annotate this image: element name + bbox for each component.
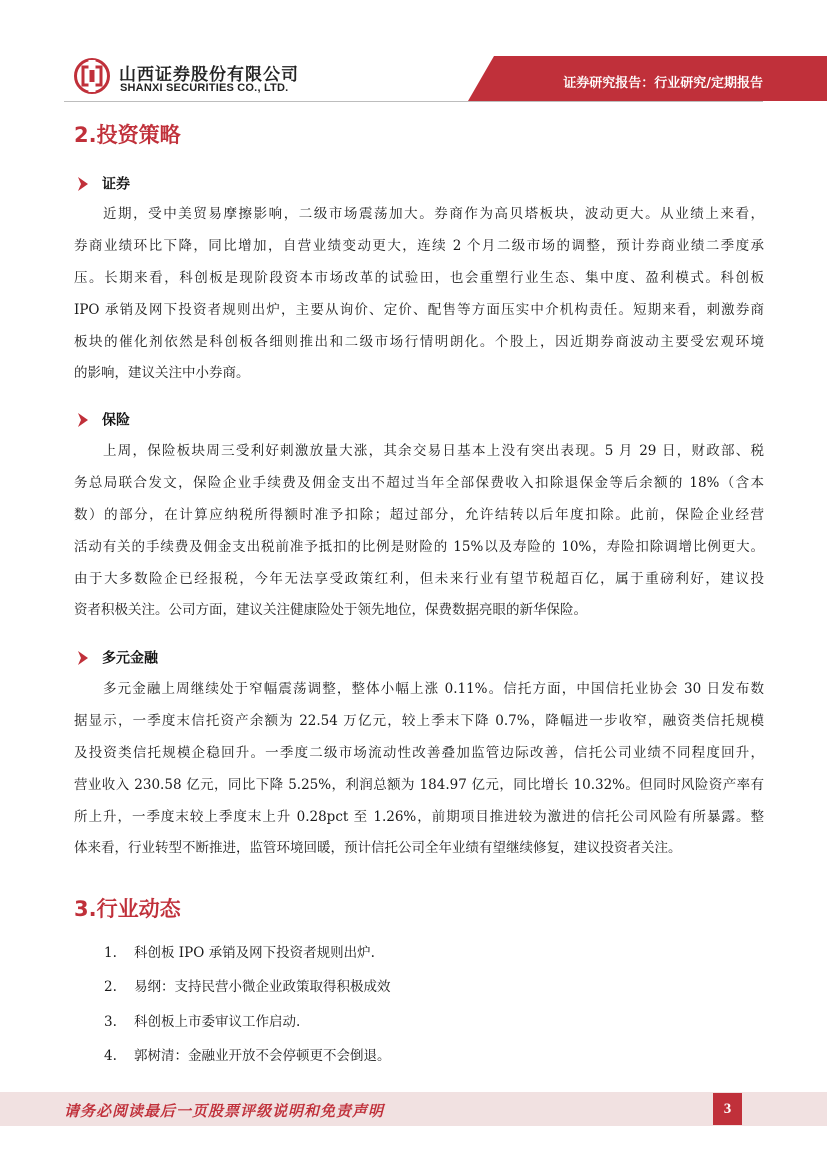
list-item xyxy=(104,1005,391,1039)
list-number: 1. xyxy=(104,945,117,961)
subheading-insurance xyxy=(78,409,130,431)
subheading-label: 证券 xyxy=(102,176,130,193)
header-divider xyxy=(64,101,763,102)
section-heading-industry-news: 3.行业动态 xyxy=(74,897,181,921)
list-number: 3. xyxy=(104,1013,117,1030)
text-line: 据显示，一季度末信托资产余额为 22.54 万亿元，较上季末下降 0.7%，降幅进一步收窄，融资类信托规模 xyxy=(74,712,764,729)
text-line: 板块的催化剂依然是科创板各细则推出和二级市场行情明朗化。个股上，因近期券商波动主要受宏观环境 xyxy=(74,333,764,350)
subheading-diversified-finance xyxy=(78,647,158,669)
text-line: 多元金融上周继续处于窄幅震荡调整，整体小幅上涨 0.11%。信托方面，中国信托业协会 30 日发布数 xyxy=(103,681,764,697)
text-line: 由于大多数险企已经报税，今年无法享受政策红利，但未来行业有望节税超百亿，属于重磅利好，建议投 xyxy=(74,570,764,587)
text-line: 所上升，一季度末较上季度末上升 0.28pct 至 1.26%，前期项目推进较为激进的信托公司风险有所暴露。整 xyxy=(74,808,764,825)
subheading-label: 保险 xyxy=(102,412,130,429)
text-line: 务总局联合发文，保险企业手续费及佣金支出不超过当年全部保费收入扣除退保金等后余额的 18%（含本 xyxy=(74,474,764,491)
text-line: IPO 承销及网下投资者规则出炉，主要从询价、定价、配售等方面压实中介机构责任。短期来看，刺激券商 xyxy=(74,301,764,318)
subheading-label: 多元金融 xyxy=(102,650,158,667)
text-line: 数）的部分，在计算应纳税所得额时准予扣除；超过部分，允许结转以后年度扣除。此前，保险企业经营 xyxy=(74,506,764,523)
text-line: 上周，保险板块周三受利好刺激放量大涨，其余交易日基本上没有突出表现。5 月 29 日，财政部、税 xyxy=(103,443,764,459)
list-item xyxy=(104,936,391,970)
text-line: 资者积极关注。公司方面，建议关注健康险处于领先地位，保费数据亮眼的新华保险。 xyxy=(74,602,587,619)
list-text: 科创板上市委审议工作启动. xyxy=(134,1013,301,1030)
text-line: 的影响，建议关注中小券商。 xyxy=(74,365,250,382)
text-line: 压。长期来看，科创板是现阶段资本市场改革的试验田，也会重塑行业生态、集中度、盈利模式。科创板 xyxy=(74,269,764,286)
paragraph-diversified-finance xyxy=(74,674,764,865)
text-line: 营业收入 230.58 亿元，同比下降 5.25%，利润总额为 184.97 亿元，同比增长 10.32%。但同时风险资产率有 xyxy=(74,776,764,793)
arrow-bullet-icon xyxy=(78,651,88,665)
subheading-securities xyxy=(78,173,130,195)
list-number: 2. xyxy=(104,979,117,996)
text-line: 活动有关的手续费及佣金支出税前准予抵扣的比例是财险的 15%以及寿险的 10%，寿险扣除调增比例更大。 xyxy=(74,538,764,555)
list-number: 4. xyxy=(104,1047,117,1064)
list-text: 科创板 IPO 承销及网下投资者规则出炉. xyxy=(134,945,375,961)
list-text: 郭树清：金融业开放不会停顿更不会倒退。 xyxy=(134,1047,391,1064)
page-header xyxy=(0,0,827,103)
company-name-cn: 山西证券股份有限公司 xyxy=(119,65,299,85)
text-line: 近期，受中美贸易摩擦影响，二级市场震荡加大。券商作为高贝塔板块，波动更大。从业绩上来看， xyxy=(103,206,764,222)
arrow-bullet-icon xyxy=(78,413,88,427)
section-heading-strategy: 2.投资策略 xyxy=(74,123,181,147)
company-name-en: SHANXI SECURITIES CO., LTD. xyxy=(120,82,289,94)
list-text: 易纲：支持民营小微企业政策取得积极成效 xyxy=(134,979,391,996)
news-list xyxy=(104,936,391,1073)
report-type-label: 证券研究报告：行业研究/定期报告 xyxy=(563,76,763,91)
page-number: 3 xyxy=(713,1093,742,1125)
list-item xyxy=(104,1039,391,1073)
company-logo xyxy=(74,58,110,94)
arrow-bullet-icon xyxy=(78,177,88,191)
paragraph-insurance xyxy=(74,436,764,627)
text-line: 体来看，行业转型不断推进，监管环境回暖，预计信托公司全年业绩有望继续修复，建议投资者关注。 xyxy=(74,840,682,857)
disclaimer-notice: 请务必阅读最后一页股票评级说明和免责声明 xyxy=(64,1102,385,1120)
paragraph-securities xyxy=(74,199,764,390)
text-line: 及投资类信托规模企稳回升。一季度二级市场流动性改善叠加监管边际改善，信托公司业绩不同程度回升， xyxy=(74,744,764,761)
list-item xyxy=(104,970,391,1004)
text-line: 券商业绩环比下降，同比增加，自营业绩变动更大，连续 2 个月二级市场的调整，预计券商业绩二季度承 xyxy=(74,237,764,254)
